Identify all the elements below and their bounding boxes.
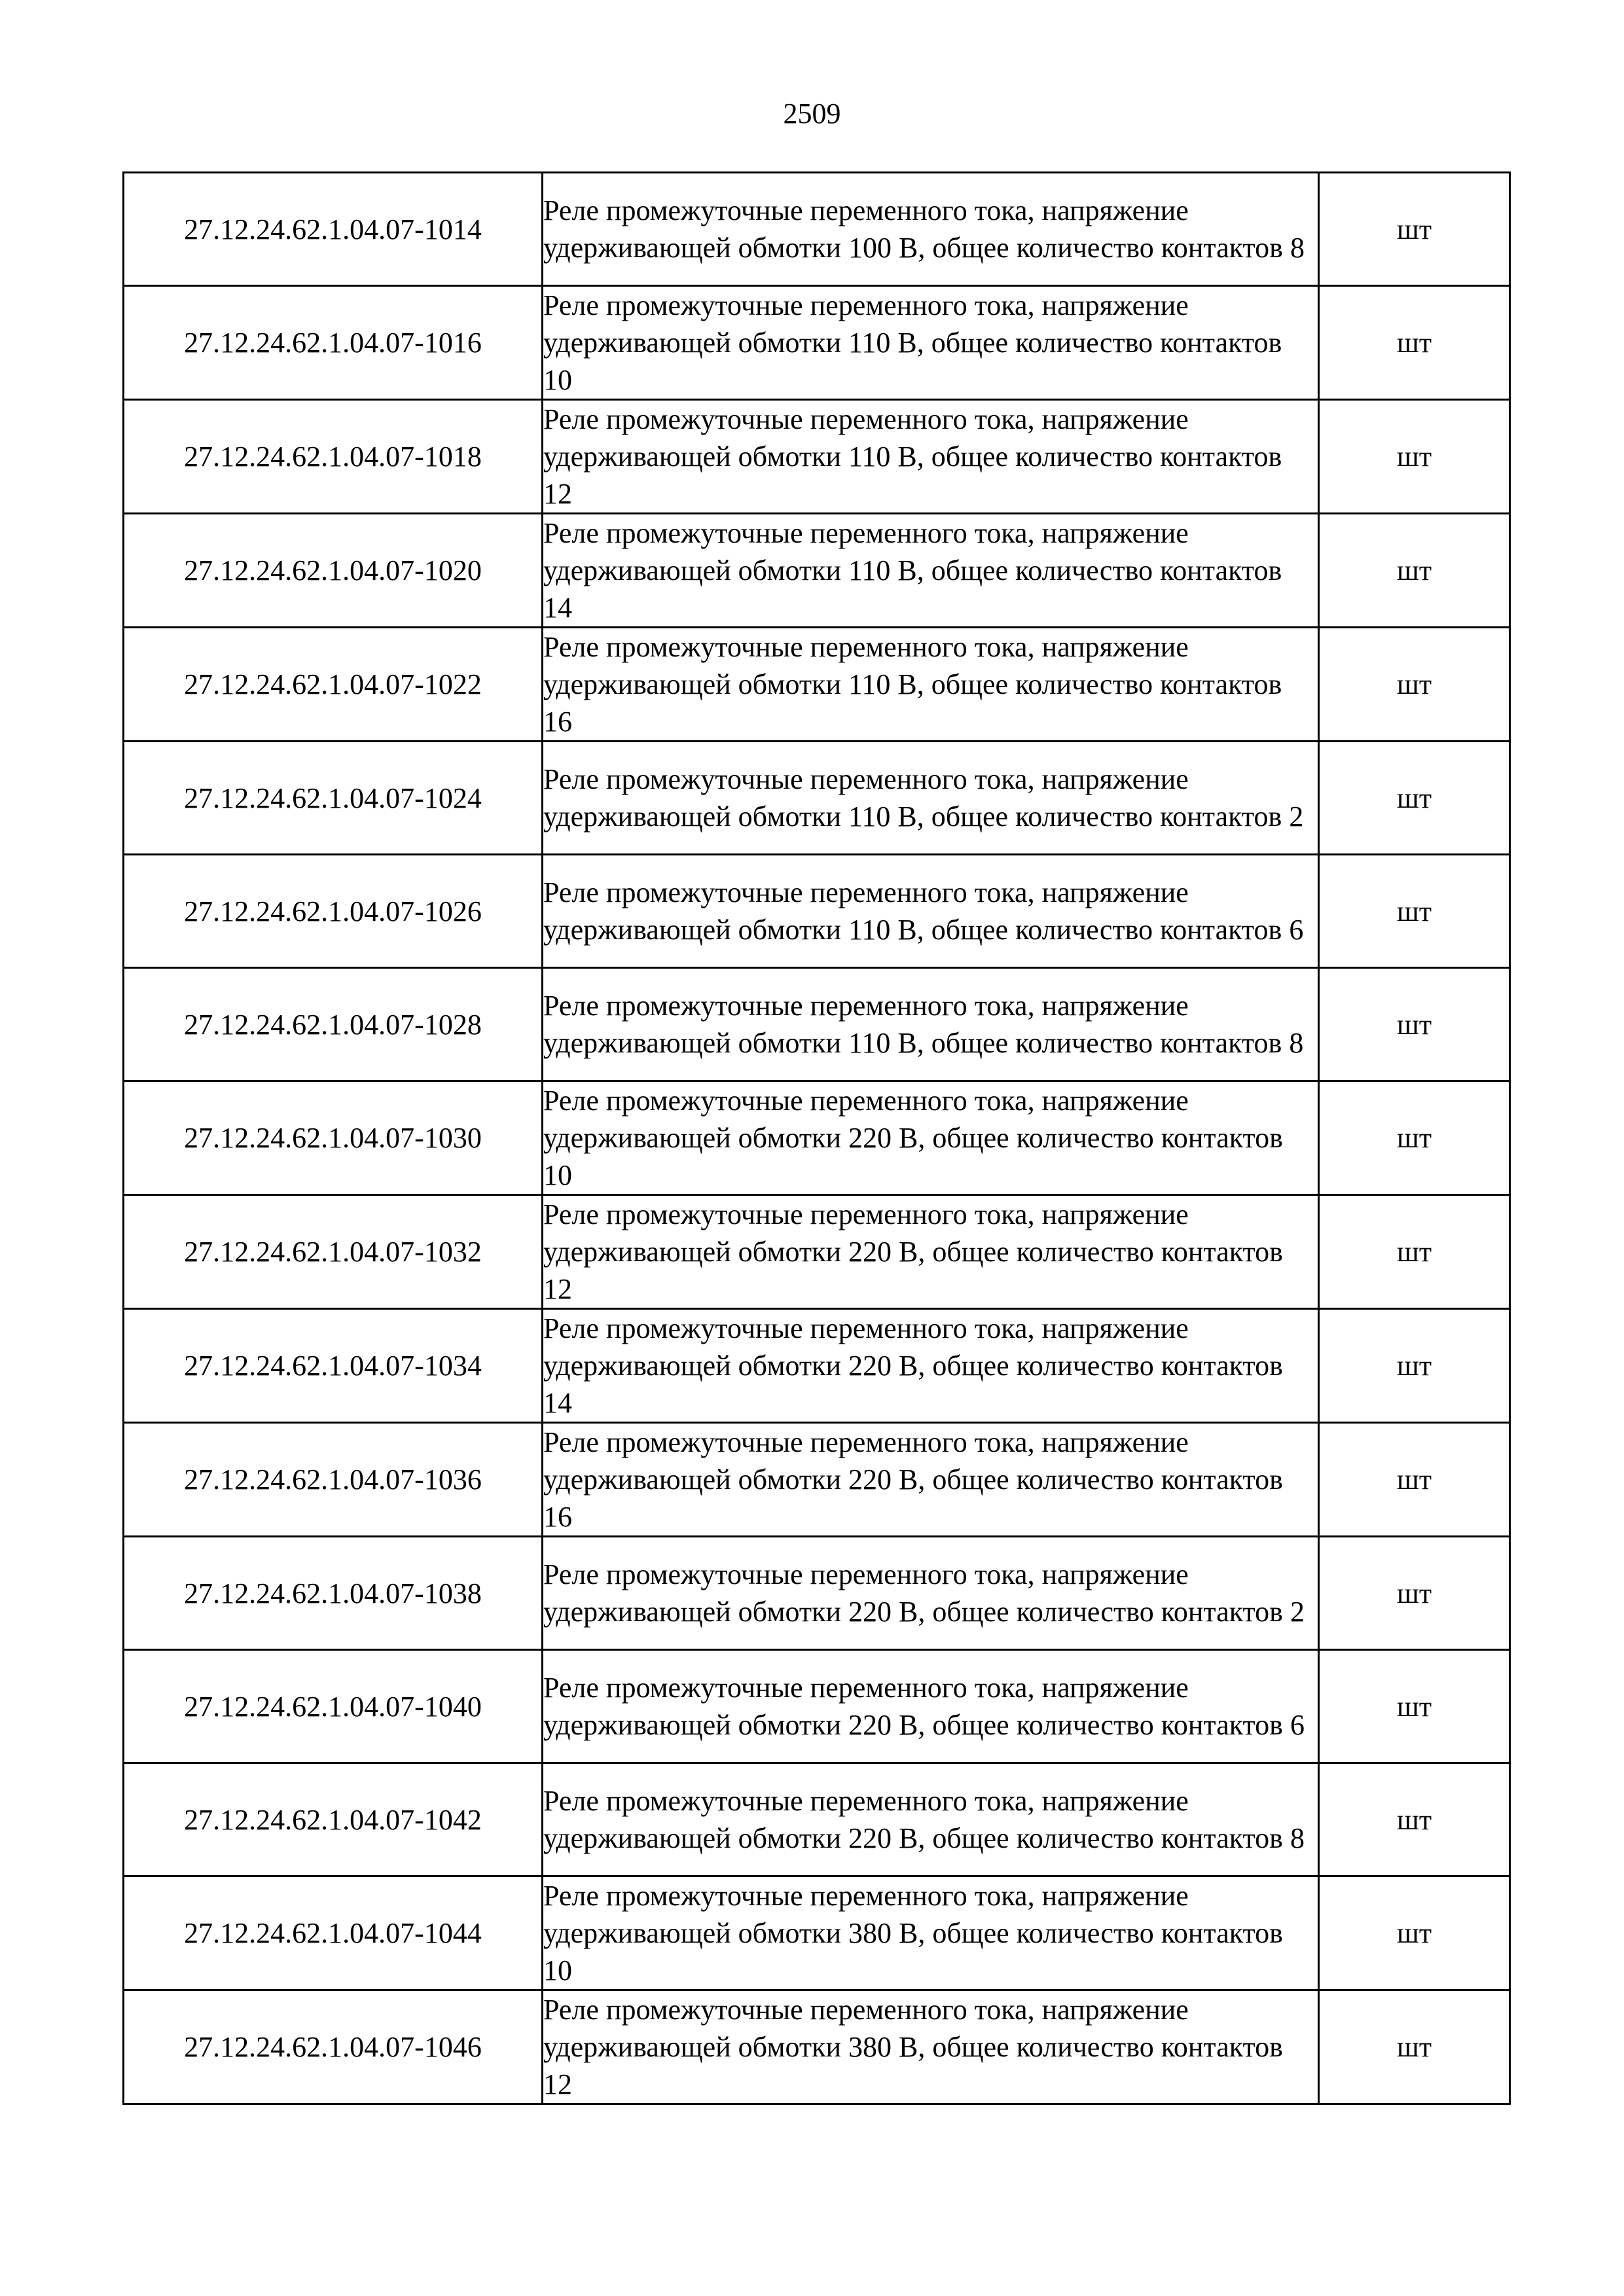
- resource-code: 27.12.24.62.1.04.07-1034: [124, 1309, 543, 1423]
- unit-of-measure: шт: [1319, 1309, 1510, 1423]
- resource-description: Реле промежуточные переменного тока, напряжение удерживающей обмотки 220 В, общее количество контактов 10: [543, 1081, 1319, 1195]
- unit-of-measure: шт: [1319, 1876, 1510, 1990]
- resource-code: 27.12.24.62.1.04.07-1018: [124, 400, 543, 514]
- resource-code: 27.12.24.62.1.04.07-1016: [124, 286, 543, 400]
- table-row: [124, 1650, 1510, 1763]
- unit-of-measure: шт: [1319, 173, 1510, 286]
- resource-code: 27.12.24.62.1.04.07-1026: [124, 855, 543, 968]
- unit-of-measure: шт: [1319, 1650, 1510, 1763]
- resource-description: Реле промежуточные переменного тока, напряжение удерживающей обмотки 380 В, общее количество контактов 10: [543, 1876, 1319, 1990]
- table-row: [124, 286, 1510, 400]
- resource-description: Реле промежуточные переменного тока, напряжение удерживающей обмотки 110 В, общее количество контактов 6: [543, 855, 1319, 968]
- resource-description: Реле промежуточные переменного тока, напряжение удерживающей обмотки 220 В, общее количество контактов 2: [543, 1537, 1319, 1650]
- table-body: [124, 173, 1510, 2104]
- resource-description: Реле промежуточные переменного тока, напряжение удерживающей обмотки 220 В, общее количество контактов 8: [543, 1763, 1319, 1876]
- resource-description: Реле промежуточные переменного тока, напряжение удерживающей обмотки 110 В, общее количество контактов 12: [543, 400, 1319, 514]
- table-row: [124, 628, 1510, 742]
- resource-code: 27.12.24.62.1.04.07-1030: [124, 1081, 543, 1195]
- unit-of-measure: шт: [1319, 400, 1510, 514]
- resource-description: Реле промежуточные переменного тока, напряжение удерживающей обмотки 100 В, общее количество контактов 8: [543, 173, 1319, 286]
- unit-of-measure: шт: [1319, 855, 1510, 968]
- unit-of-measure: шт: [1319, 286, 1510, 400]
- resource-code: 27.12.24.62.1.04.07-1024: [124, 742, 543, 855]
- resource-code: 27.12.24.62.1.04.07-1028: [124, 968, 543, 1081]
- resource-code: 27.12.24.62.1.04.07-1040: [124, 1650, 543, 1763]
- resource-code: 27.12.24.62.1.04.07-1014: [124, 173, 543, 286]
- table-row: [124, 1990, 1510, 2104]
- unit-of-measure: шт: [1319, 1195, 1510, 1309]
- unit-of-measure: шт: [1319, 1763, 1510, 1876]
- unit-of-measure: шт: [1319, 1537, 1510, 1650]
- unit-of-measure: шт: [1319, 1081, 1510, 1195]
- table-row: [124, 1423, 1510, 1537]
- table-row: [124, 1763, 1510, 1876]
- table-row: [124, 1195, 1510, 1309]
- resource-code: 27.12.24.62.1.04.07-1036: [124, 1423, 543, 1537]
- unit-of-measure: шт: [1319, 628, 1510, 742]
- unit-of-measure: шт: [1319, 968, 1510, 1081]
- table-row: [124, 968, 1510, 1081]
- table-row: [124, 1309, 1510, 1423]
- page-number: 2509: [783, 98, 841, 130]
- table-row: [124, 514, 1510, 628]
- unit-of-measure: шт: [1319, 514, 1510, 628]
- resource-code: 27.12.24.62.1.04.07-1046: [124, 1990, 543, 2104]
- table-row: [124, 1081, 1510, 1195]
- unit-of-measure: шт: [1319, 1990, 1510, 2104]
- resource-description: Реле промежуточные переменного тока, напряжение удерживающей обмотки 220 В, общее количество контактов 6: [543, 1650, 1319, 1763]
- resource-description: Реле промежуточные переменного тока, напряжение удерживающей обмотки 220 В, общее количество контактов 12: [543, 1195, 1319, 1309]
- resource-code: 27.12.24.62.1.04.07-1020: [124, 514, 543, 628]
- resource-description: Реле промежуточные переменного тока, напряжение удерживающей обмотки 220 В, общее количество контактов 14: [543, 1309, 1319, 1423]
- table-row: [124, 1876, 1510, 1990]
- resource-description: Реле промежуточные переменного тока, напряжение удерживающей обмотки 380 В, общее количество контактов 12: [543, 1990, 1319, 2104]
- resource-description: Реле промежуточные переменного тока, напряжение удерживающей обмотки 110 В, общее количество контактов 14: [543, 514, 1319, 628]
- table-row: [124, 855, 1510, 968]
- resource-code: 27.12.24.62.1.04.07-1044: [124, 1876, 543, 1990]
- unit-of-measure: шт: [1319, 742, 1510, 855]
- table-row: [124, 1537, 1510, 1650]
- table-row: [124, 742, 1510, 855]
- resource-description: Реле промежуточные переменного тока, напряжение удерживающей обмотки 110 В, общее количество контактов 16: [543, 628, 1319, 742]
- resource-code: 27.12.24.62.1.04.07-1038: [124, 1537, 543, 1650]
- resource-code: 27.12.24.62.1.04.07-1022: [124, 628, 543, 742]
- resource-code: 27.12.24.62.1.04.07-1042: [124, 1763, 543, 1876]
- resource-table: [122, 171, 1511, 2105]
- resource-description: Реле промежуточные переменного тока, напряжение удерживающей обмотки 220 В, общее количество контактов 16: [543, 1423, 1319, 1537]
- table-row: [124, 400, 1510, 514]
- table-row: [124, 173, 1510, 286]
- resource-description: Реле промежуточные переменного тока, напряжение удерживающей обмотки 110 В, общее количество контактов 10: [543, 286, 1319, 400]
- resource-description: Реле промежуточные переменного тока, напряжение удерживающей обмотки 110 В, общее количество контактов 8: [543, 968, 1319, 1081]
- unit-of-measure: шт: [1319, 1423, 1510, 1537]
- resource-code: 27.12.24.62.1.04.07-1032: [124, 1195, 543, 1309]
- resource-description: Реле промежуточные переменного тока, напряжение удерживающей обмотки 110 В, общее количество контактов 2: [543, 742, 1319, 855]
